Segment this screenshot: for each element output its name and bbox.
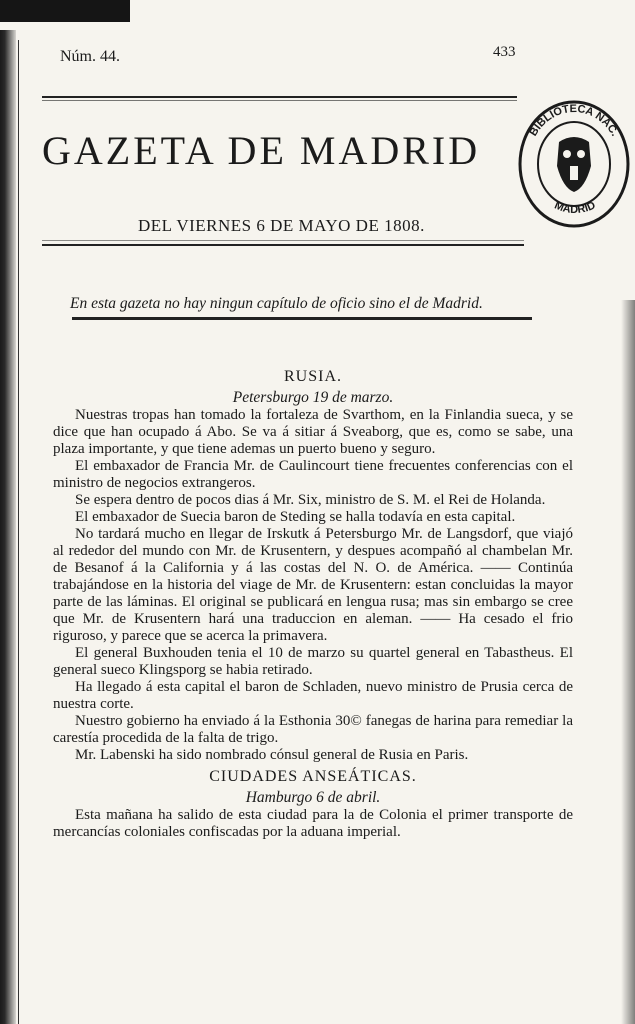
section-title-ciudades-anseaticas: CIUDADES ANSEÁTICAS.: [209, 768, 417, 785]
top-rule: [42, 96, 517, 98]
paragraph: Ha llegado á esta capital el baron de Schladen, nuevo ministro de Prusia cerca de nuestra corte.: [53, 679, 573, 712]
issue-number: Núm. 44.: [60, 48, 120, 65]
paragraph: El embaxador de Francia Mr. de Caulincourt tiene frecuentes conferencias con el ministro de negocios extrangeros.: [53, 458, 573, 491]
dateline-rule: [42, 244, 524, 246]
dateline-rule-thin: [42, 240, 524, 241]
paragraph: No tardará mucho en llegar de Irskutk á Petersburgo Mr. de Langsdorf, que viajó al rededor del mundo con Mr. de Krusentern, y despues acompañó al chambelan Mr. de Besanof á la California y á las costas del N. O. de América. —— Continúa trabajándose en la historia del viage de Mr. de Krusentern: estan concluidas la mayor parte de las láminas. El original se publicará en lengua rusa; mas sin embargo se cree que Mr. de Krusentern hará una traduccion en aleman. —— Ha cesado el frio riguroso, y parece que se acerca la primavera.: [53, 526, 573, 644]
top-rule-thin: [42, 100, 517, 101]
svg-text:BIBLIOTECA NAC.: [527, 103, 620, 138]
issue-date: DEL VIERNES 6 DE MAYO DE 1808.: [138, 216, 425, 235]
section-title-rusia: RUSIA.: [283, 368, 342, 385]
paragraph: El embaxador de Suecia baron de Steding se halla todavía en esta capital.: [75, 509, 516, 525]
paragraph: Esta mañana ha salido de esta ciudad para la de Colonia el primer transporte de mercancías coloniales confiscadas por la aduana imperial.: [53, 807, 573, 840]
paragraph: El general Buxhouden tenia el 10 de marzo su quartel general en Tabastheus. El general sueco Klingsporg se habia retirado.: [53, 645, 573, 678]
dateline-petersburgo: Petersburgo 19 de marzo.: [232, 389, 394, 406]
dateline-hamburgo: Hamburgo 6 de abril.: [245, 789, 381, 806]
paragraph: Mr. Labenski ha sido nombrado cónsul general de Rusia en Paris.: [75, 747, 469, 763]
page-margin-line: [18, 40, 19, 1024]
page-number: 433: [493, 44, 516, 60]
paragraph: Se espera dentro de pocos dias á Mr. Six, ministro de S. M. el Rei de Holanda.: [75, 492, 546, 508]
scan-binding-edge: [0, 30, 16, 1024]
scan-shadow-top: [0, 0, 130, 22]
article-body: [53, 368, 573, 841]
svg-text:MADRID: [553, 199, 598, 216]
masthead-title: GAZETA DE MADRID: [42, 128, 481, 173]
library-seal-icon: [515, 92, 633, 232]
seal-text-bottom: MADRID: [552, 199, 598, 217]
paragraph: Nuestro gobierno ha enviado á la Esthonia 30© fanegas de harina para remediar la carestía procedida de la falta de trigo.: [53, 713, 573, 746]
paragraph: Nuestras tropas han tomado la fortaleza de Svarthom, en la Finlandia sueca, y se dice que han ocupado á Abo. Se va á sitiar á Sveaborg, que es, como se sabe, una plaza importante, y que tiene ademas un puerto bueno y seguro.: [53, 407, 573, 457]
scan-shadow-right: [621, 300, 635, 1024]
seal-text-top: BIBLIOTECA NAC.: [527, 102, 621, 139]
official-notice: En esta gazeta no hay ningun capítulo de oficio sino el de Madrid.: [70, 295, 483, 312]
notice-rule: [72, 317, 532, 320]
